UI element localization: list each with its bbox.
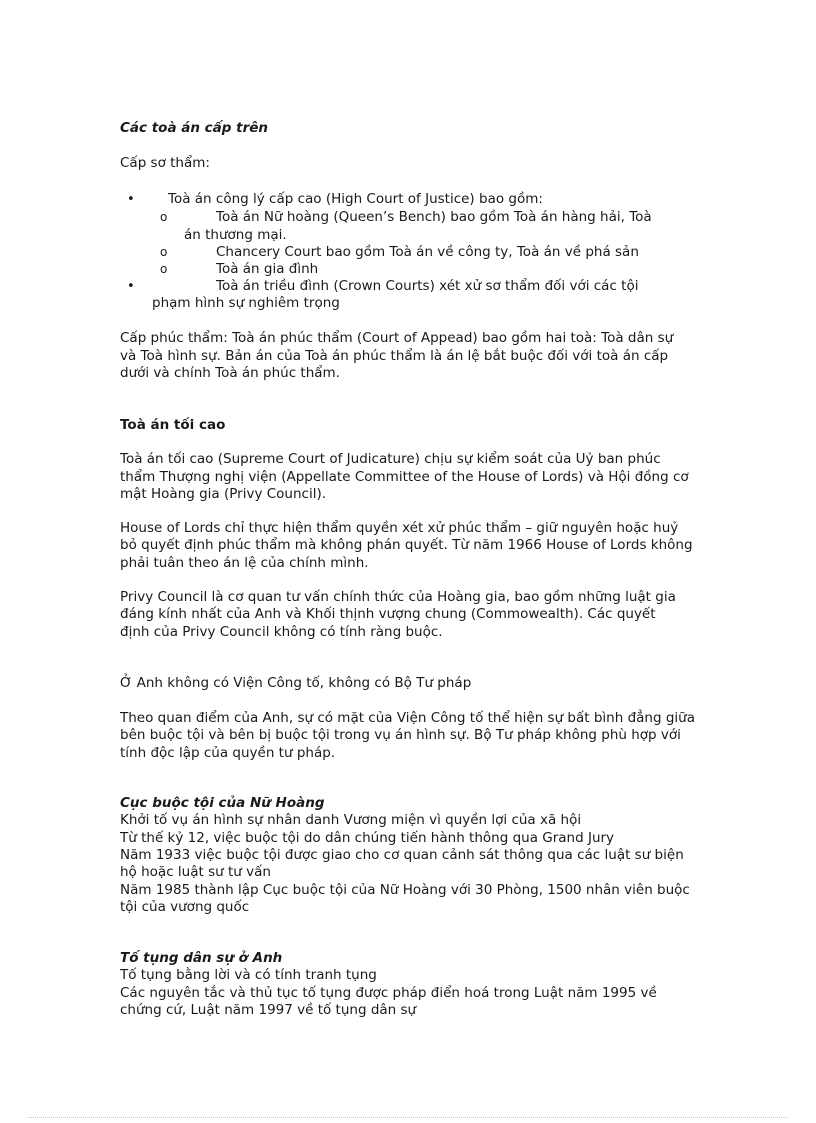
- paragraph-line: Theo quan điểm của Anh, sự có mặt của Viện Công tố thể hiện sự bất bình đẳng giữa: [120, 710, 695, 726]
- appeal-paragraph-line: dưới và chính Toà án phúc thẩm.: [120, 365, 340, 381]
- paragraph-line: thẩm Thượng nghị viện (Appellate Committee of the House of Lords) và Hội đồng cơ: [120, 469, 689, 485]
- bullet-high-court: Toà án công lý cấp cao (High Court of Justice) bao gồm:: [168, 191, 543, 207]
- appeal-paragraph-line: và Toà hình sự. Bản án của Toà án phúc thẩm là án lệ bắt buộc đối với toà án cấp: [120, 348, 669, 364]
- paragraph-line: đáng kính nhất của Anh và Khối thịnh vượng chung (Commowealth). Các quyết: [120, 606, 656, 622]
- sub-bullet-chancery: Chancery Court bao gồm Toà án về công ty, Toà án về phá sản: [216, 244, 639, 260]
- paragraph-line: Các nguyên tắc và thủ tục tố tụng được pháp điển hoá trong Luật năm 1995 về: [120, 985, 657, 1001]
- bullet-marker: •: [127, 279, 135, 294]
- sub-bullet-marker: o: [160, 262, 168, 276]
- bullet-crown-courts-cont: phạm hình sự nghiêm trọng: [152, 295, 340, 311]
- paragraph-line: House of Lords chỉ thực hiện thẩm quyền xét xử phúc thẩm – giữ nguyên hoặc huỷ: [120, 520, 679, 536]
- sub-bullet-queens-bench: Toà án Nữ hoàng (Queen’s Bench) bao gồm Toà án hàng hải, Toà: [216, 209, 652, 225]
- appeal-paragraph-line: Cấp phúc thẩm: Toà án phúc thẩm (Court of Appead) bao gồm hai toà: Toà dân sự: [120, 330, 674, 346]
- section-heading-civil-procedure: Tố tụng dân sự ở Anh: [120, 950, 283, 966]
- paragraph-line: chứng cứ, Luật năm 1997 về tố tụng dân sự: [120, 1002, 417, 1018]
- paragraph-line: phải tuân theo án lệ của chính mình.: [120, 555, 369, 571]
- section-heading-supreme-court: Toà án tối cao: [120, 417, 226, 433]
- sub-bullet-marker: o: [160, 210, 168, 224]
- paragraph-line: Năm 1985 thành lập Cục buộc tội của Nữ Hoàng với 30 Phòng, 1500 nhân viên buộc: [120, 882, 690, 898]
- sub-bullet-queens-bench-cont: án thương mại.: [184, 227, 287, 243]
- page-bottom-divider: [28, 1117, 788, 1118]
- paragraph-line: định của Privy Council không có tính ràng buộc.: [120, 624, 443, 640]
- paragraph-line: Từ thế kỷ 12, việc buộc tội do dân chúng tiến hành thông qua Grand Jury: [120, 830, 615, 846]
- paragraph-line: bỏ quyết định phúc thẩm mà không phán quyết. Từ năm 1966 House of Lords không: [120, 537, 693, 553]
- paragraph-line: tính độc lập của quyền tư pháp.: [120, 745, 336, 761]
- bullet-crown-courts: Toà án triều đình (Crown Courts) xét xử sơ thẩm đối với các tội: [216, 278, 639, 294]
- paragraph-line: tội của vương quốc: [120, 899, 250, 915]
- section-heading-crown-prosecution: Cục buộc tội của Nữ Hoàng: [120, 795, 325, 811]
- paragraph-line: Tố tụng bằng lời và có tính tranh tụng: [120, 967, 377, 983]
- paragraph-line: Privy Council là cơ quan tư vấn chính thức của Hoàng gia, bao gồm những luật gia: [120, 589, 676, 605]
- sub-bullet-family-court: Toà án gia đình: [216, 261, 319, 277]
- paragraph-line: Khởi tố vụ án hình sự nhân danh Vương miện vì quyền lợi của xã hội: [120, 812, 582, 828]
- first-instance-label: Cấp sơ thẩm:: [120, 155, 210, 171]
- bullet-marker: •: [127, 192, 135, 207]
- paragraph-line: Năm 1933 việc buộc tội được giao cho cơ quan cảnh sát thông qua các luật sư biện: [120, 847, 684, 863]
- paragraph-line: mật Hoàng gia (Privy Council).: [120, 486, 327, 502]
- paragraph-line: bên buộc tội và bên bị buộc tội trong vụ án hình sự. Bộ Tư pháp không phù hợp với: [120, 727, 681, 743]
- section-heading-no-prosecutor: Ở Anh không có Viện Công tố, không có Bộ Tư pháp: [120, 675, 472, 691]
- section-heading-superior-courts: Các toà án cấp trên: [120, 120, 269, 136]
- paragraph-line: hộ hoặc luật sư tư vấn: [120, 864, 271, 880]
- sub-bullet-marker: o: [160, 245, 168, 259]
- paragraph-line: Toà án tối cao (Supreme Court of Judicature) chịu sự kiểm soát của Uỷ ban phúc: [120, 451, 661, 467]
